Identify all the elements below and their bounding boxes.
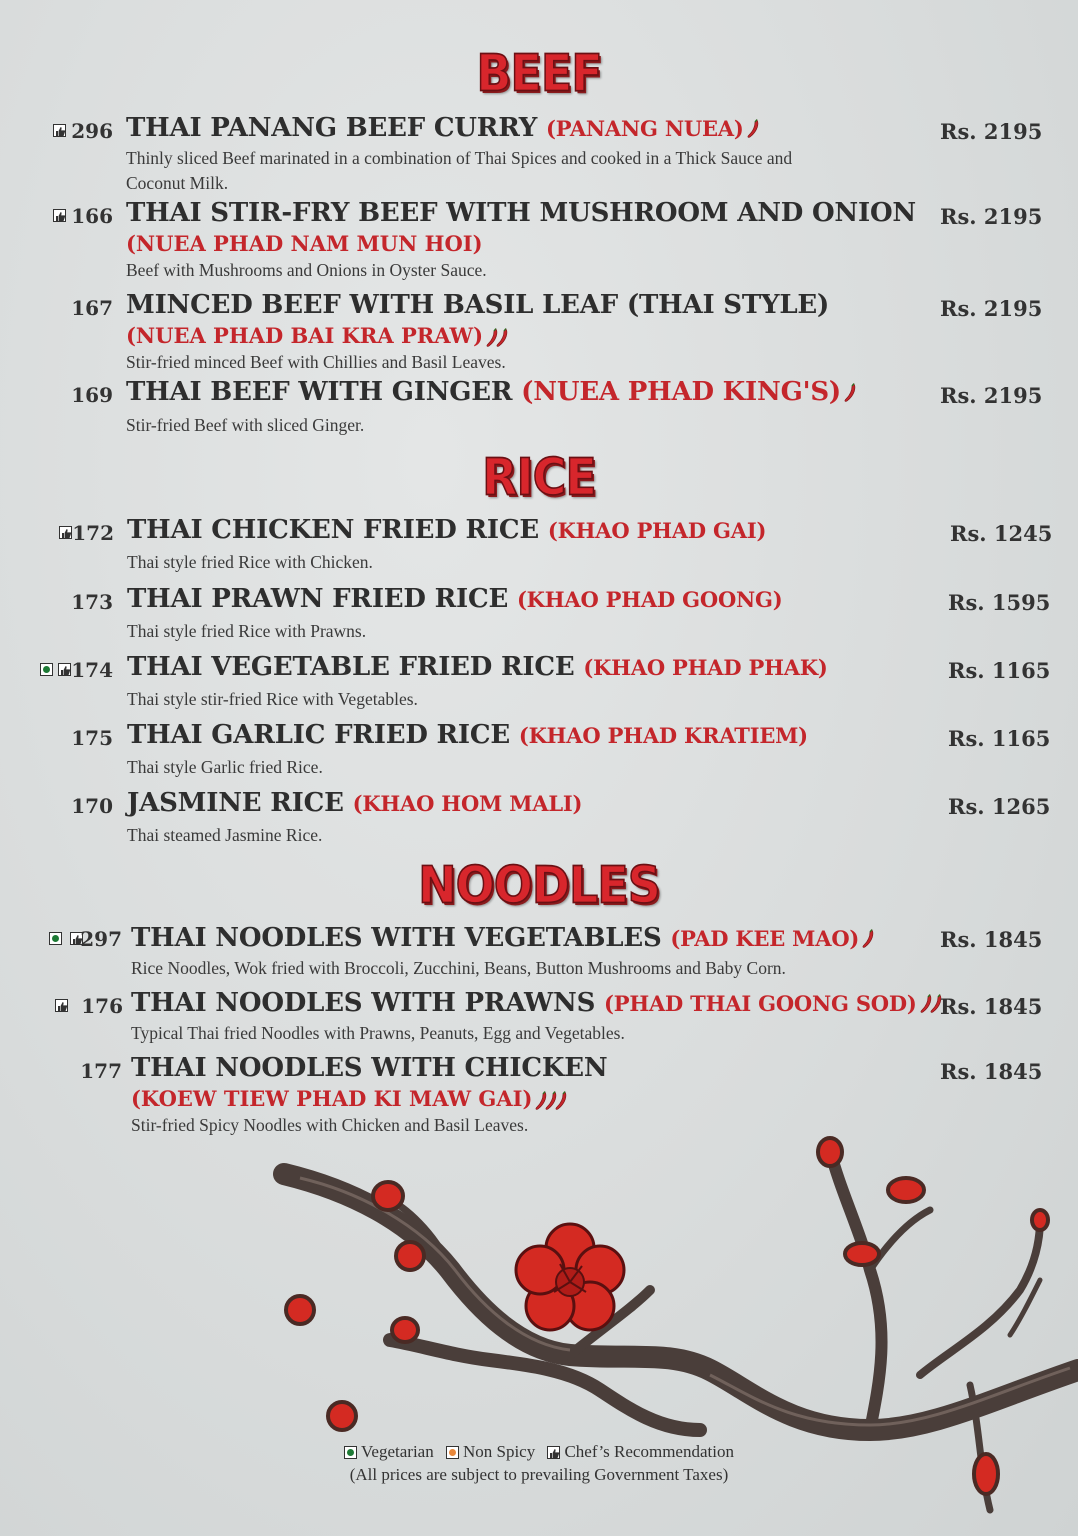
item-thai-name: (PAD KEE MAO) — [670, 926, 860, 951]
menu-item-title — [131, 923, 875, 953]
item-price: Rs. 2195 — [940, 383, 1043, 408]
item-description: Stir-fried Beef with sliced Ginger. — [126, 415, 365, 435]
item-description: Typical Thai fried Noodles with Prawns, Peanuts, Egg and Vegetables. — [131, 1023, 625, 1043]
item-number: 169 — [71, 383, 113, 407]
menu-item-title — [127, 584, 783, 614]
chili-icon — [495, 328, 509, 348]
item-price: Rs. 1265 — [948, 794, 1051, 819]
item-description: Thai style fried Rice with Chicken. — [127, 552, 373, 572]
legend-vegetarian — [344, 1442, 434, 1462]
item-price: Rs. 1845 — [940, 994, 1043, 1019]
item-description: Thai style stir-fried Rice with Vegetables. — [127, 689, 418, 709]
item-description: Thai steamed Jasmine Rice. — [127, 825, 323, 845]
item-thai-name: (KHAO PHAD PHAK) — [583, 655, 828, 680]
item-thai-name: (KOEW TIEW PHAD KI MAW GAI) — [131, 1086, 533, 1111]
item-name: THAI PANANG BEEF CURRY — [126, 113, 538, 143]
item-price: Rs. 2195 — [940, 204, 1043, 229]
item-thai-name: (KHAO PHAD GOONG) — [516, 587, 783, 612]
item-price: Rs. 1595 — [948, 590, 1051, 615]
item-number: 166 — [71, 204, 113, 228]
menu-item-title — [127, 652, 828, 682]
item-name: MINCED BEEF WITH BASIL LEAF (THAI STYLE) — [126, 290, 830, 320]
vegetarian-icon — [49, 932, 62, 945]
legend-chef — [547, 1442, 734, 1462]
item-thai-name-row — [131, 1086, 568, 1111]
item-name: THAI VEGETABLE FRIED RICE — [127, 652, 575, 682]
item-thai-name: (PANANG NUEA) — [546, 116, 744, 141]
item-name: THAI PRAWN FRIED RICE — [127, 584, 509, 614]
plum-flower — [516, 1224, 624, 1330]
item-price: Rs. 2195 — [940, 296, 1043, 321]
item-description: Beef with Mushrooms and Onions in Oyster Sauce. — [126, 260, 487, 280]
item-number: 177 — [80, 1059, 122, 1083]
item-description: Rice Noodles, Wok fried with Broccoli, Zucchini, Beans, Button Mushrooms and Baby Corn. — [131, 958, 786, 978]
item-price: Rs. 2195 — [940, 119, 1043, 144]
item-price: Rs. 1245 — [950, 521, 1053, 546]
item-name: THAI CHICKEN FRIED RICE — [127, 515, 539, 545]
section-heading-beef: BEEF — [476, 43, 602, 103]
item-thai-name: (NUEA PHAD KING'S) — [521, 377, 842, 407]
item-number: 173 — [71, 590, 113, 614]
legend-non-spicy-label: Non Spicy — [462, 1442, 536, 1461]
item-thai-name: (KHAO PHAD GAI) — [547, 518, 767, 543]
chili-icon — [746, 119, 760, 139]
item-thai-name: (KHAO HOM MALI) — [352, 791, 583, 816]
item-number: 297 — [80, 927, 122, 951]
item-thai-name: (KHAO PHAD KRATIEM) — [518, 723, 808, 748]
item-price: Rs. 1165 — [948, 658, 1051, 683]
vegetarian-icon — [40, 663, 53, 676]
item-price: Rs. 1845 — [940, 927, 1043, 952]
section-heading-rice: RICE — [482, 447, 596, 507]
non-spicy-icon — [446, 1446, 459, 1459]
chef-recommendation-icon — [547, 1446, 560, 1459]
item-description: Thinly sliced Beef marinated in a combination of Thai Spices and cooked in a Thick Sauce and Coconut Milk. — [126, 148, 793, 193]
item-name: THAI STIR-FRY BEEF WITH MUSHROOM AND ONION — [126, 198, 916, 228]
legend — [0, 1442, 1078, 1462]
item-thai-name: (NUEA PHAD NAM MUN HOI) — [126, 231, 483, 256]
item-name: JASMINE RICE — [127, 788, 344, 818]
item-name: THAI GARLIC FRIED RICE — [127, 720, 510, 750]
menu-item-title — [126, 377, 857, 407]
item-thai-name-row — [126, 323, 509, 348]
item-name: THAI BEEF WITH GINGER — [126, 377, 513, 407]
menu-item-title — [127, 788, 582, 818]
item-thai-name: (PHAD THAI GOONG SOD) — [604, 991, 917, 1016]
item-description: Thai style Garlic fried Rice. — [127, 757, 323, 777]
chili-icon — [843, 383, 857, 403]
item-thai-name: (NUEA PHAD BAI KRA PRAW) — [126, 323, 483, 348]
item-number: 172 — [72, 521, 114, 545]
vegetarian-icon — [344, 1446, 357, 1459]
item-description: Stir-fried minced Beef with Chillies and Basil Leaves. — [126, 352, 506, 372]
section-heading-noodles: NOODLES — [418, 855, 660, 915]
legend-non-spicy — [446, 1442, 535, 1462]
legend-vegetarian-label: Vegetarian — [361, 1442, 434, 1461]
menu-item-title — [127, 720, 808, 750]
menu-item-title — [126, 113, 760, 143]
item-description: Stir-fried Spicy Noodles with Chicken and Basil Leaves. — [131, 1115, 529, 1135]
item-number: 170 — [71, 794, 113, 818]
menu-item-title — [131, 988, 943, 1018]
chili-icon — [861, 929, 875, 949]
item-name: THAI NOODLES WITH PRAWNS — [131, 988, 596, 1018]
item-price: Rs. 1845 — [940, 1059, 1043, 1084]
item-number: 176 — [81, 994, 123, 1018]
item-number: 167 — [71, 296, 113, 320]
legend-chef-label: Chef’s Recommendation — [564, 1442, 734, 1461]
item-number: 296 — [71, 119, 113, 143]
item-description: Thai style fried Rice with Prawns. — [127, 621, 367, 641]
item-number: 175 — [71, 726, 113, 750]
chili-icon — [554, 1091, 568, 1111]
tax-note: (All prices are subject to prevailing Government Taxes) — [349, 1465, 729, 1484]
item-name: THAI NOODLES WITH CHICKEN — [131, 1053, 608, 1083]
menu-item-title — [127, 515, 766, 545]
item-number: 174 — [71, 658, 113, 682]
item-name: THAI NOODLES WITH VEGETABLES — [131, 923, 662, 953]
item-price: Rs. 1165 — [948, 726, 1051, 751]
